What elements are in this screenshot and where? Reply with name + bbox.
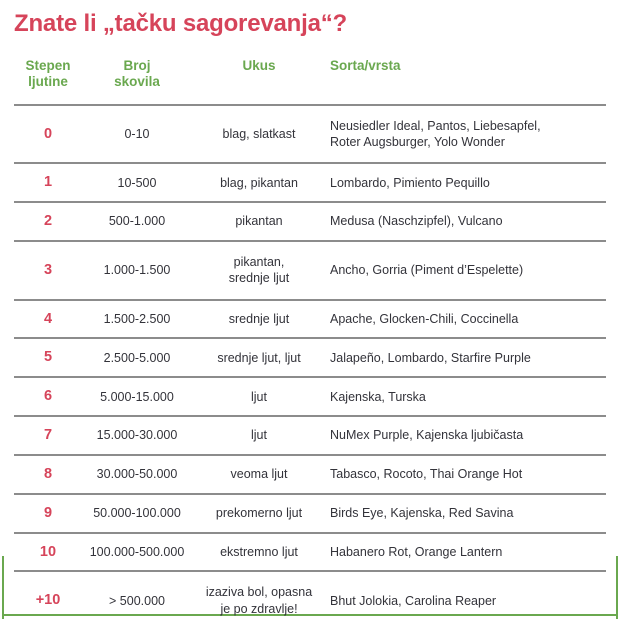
cell-scoville: 10-500 xyxy=(82,163,192,202)
table-row xyxy=(14,163,606,202)
cell-variety: Jalapeño, Lombardo, Starfire Purple xyxy=(326,338,606,377)
cell-taste: ljut xyxy=(192,416,326,455)
cell-scoville: 1.500-2.500 xyxy=(82,300,192,339)
cell-variety: Ancho, Gorria (Piment d’Espelette) xyxy=(326,241,606,300)
cell-taste-line1: pikantan, xyxy=(233,255,285,270)
cell-variety: NuMex Purple, Kajenska ljubičasta xyxy=(326,416,606,455)
cell-level: 1 xyxy=(14,163,82,202)
cell-variety xyxy=(326,105,606,164)
table-row xyxy=(14,241,606,300)
cell-level: +10 xyxy=(14,571,82,619)
page-title: Znate li „tačku sagorevanja“? xyxy=(14,10,347,37)
cell-taste: blag, pikantan xyxy=(192,163,326,202)
cell-variety: Kajenska, Turska xyxy=(326,377,606,416)
column-header-taste: Ukus xyxy=(242,58,276,73)
table-row xyxy=(14,416,606,455)
cell-level: 8 xyxy=(14,455,82,494)
cell-taste-line2: je po zdravlje! xyxy=(220,601,298,616)
cell-taste xyxy=(192,571,326,619)
cell-taste: pikantan xyxy=(192,202,326,241)
cell-scoville: 0-10 xyxy=(82,105,192,164)
table-header-row xyxy=(14,58,606,105)
column-header-level-line2: ljutine xyxy=(28,73,68,89)
cell-variety-line1: Neusiedler Ideal, Pantos, Liebesapfel, xyxy=(330,118,541,133)
table-row xyxy=(14,338,606,377)
cell-scoville: 1.000-1.500 xyxy=(82,241,192,300)
cell-taste: veoma ljut xyxy=(192,455,326,494)
cell-scoville: 100.000-500.000 xyxy=(82,533,192,572)
cell-variety-line2: Roter Augsburger, Yolo Wonder xyxy=(330,135,505,150)
cell-taste: srednje ljut xyxy=(192,300,326,339)
cell-level: 5 xyxy=(14,338,82,377)
cell-taste-line1: izaziva bol, opasna xyxy=(205,585,313,600)
table-row xyxy=(14,571,606,619)
cell-scoville: 30.000-50.000 xyxy=(82,455,192,494)
table-header xyxy=(14,58,606,105)
cell-taste: ljut xyxy=(192,377,326,416)
cell-level: 9 xyxy=(14,494,82,533)
scoville-table xyxy=(14,58,606,619)
column-header-variety: Sorta/vrsta xyxy=(330,58,401,73)
column-header-scoville xyxy=(82,58,192,105)
cell-scoville: 15.000-30.000 xyxy=(82,416,192,455)
cell-level: 6 xyxy=(14,377,82,416)
cell-variety: Lombardo, Pimiento Pequillo xyxy=(326,163,606,202)
cell-taste: ekstremno ljut xyxy=(192,533,326,572)
cell-taste-line2: srednje ljut xyxy=(228,271,290,286)
cell-taste: blag, slatkast xyxy=(192,105,326,164)
cell-level: 10 xyxy=(14,533,82,572)
cell-scoville: > 500.000 xyxy=(82,571,192,619)
cell-variety: Apache, Glocken-Chili, Coccinella xyxy=(326,300,606,339)
cell-level: 4 xyxy=(14,300,82,339)
cell-variety: Medusa (Naschzipfel), Vulcano xyxy=(326,202,606,241)
table-row xyxy=(14,533,606,572)
cell-taste: srednje ljut, ljut xyxy=(192,338,326,377)
cell-level: 2 xyxy=(14,202,82,241)
cell-variety: Habanero Rot, Orange Lantern xyxy=(326,533,606,572)
column-header-level xyxy=(14,58,82,105)
cell-level: 7 xyxy=(14,416,82,455)
cell-variety: Tabasco, Rocoto, Thai Orange Hot xyxy=(326,455,606,494)
cell-variety: Birds Eye, Kajenska, Red Savina xyxy=(326,494,606,533)
cell-variety: Bhut Jolokia, Carolina Reaper xyxy=(326,571,606,619)
table-row xyxy=(14,377,606,416)
table-row xyxy=(14,105,606,164)
table-row xyxy=(14,300,606,339)
cell-scoville: 5.000-15.000 xyxy=(82,377,192,416)
cell-taste xyxy=(192,241,326,300)
column-header-scoville-line1: Broj xyxy=(123,58,151,73)
cell-scoville: 50.000-100.000 xyxy=(82,494,192,533)
column-header-level-line1: Stepen xyxy=(25,58,71,73)
table-row xyxy=(14,494,606,533)
cell-taste: prekomerno ljut xyxy=(192,494,326,533)
cell-level: 3 xyxy=(14,241,82,300)
column-header-scoville-line2: skovila xyxy=(114,73,160,89)
table-body xyxy=(14,105,606,619)
table-row xyxy=(14,455,606,494)
cell-scoville: 2.500-5.000 xyxy=(82,338,192,377)
cell-level: 0 xyxy=(14,105,82,164)
table-row xyxy=(14,202,606,241)
cell-scoville: 500-1.000 xyxy=(82,202,192,241)
